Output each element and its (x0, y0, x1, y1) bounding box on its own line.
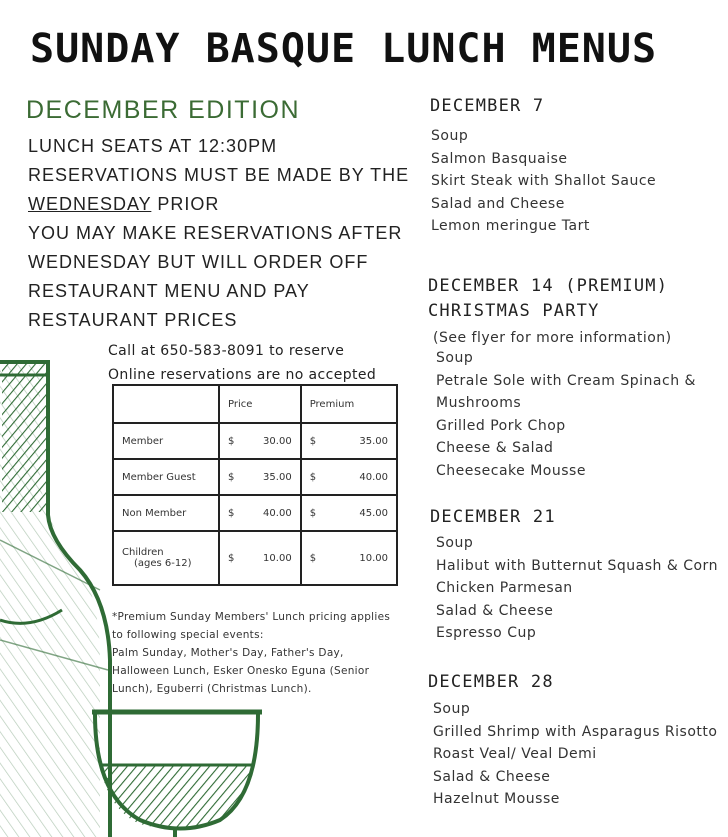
menu-item: Mushrooms (436, 395, 522, 411)
menu-item: Salmon Basquaise (431, 150, 568, 167)
menu-item: Grilled Shrimp with Asparagus Risotto (433, 723, 718, 740)
row-label: Member Guest (113, 459, 219, 495)
price-value: 35.00 (263, 471, 292, 483)
pricing-table (112, 384, 398, 586)
note-line: *Premium Sunday Members' Lunch pricing applies (112, 611, 391, 623)
menu-list (431, 125, 656, 238)
menu-item: Roast Veal/ Veal Demi (433, 746, 597, 762)
table-header-cell (113, 385, 219, 423)
row-label-age: (ages 6-12) (134, 558, 192, 569)
info-line: LUNCH SEATS AT 12:30PM (28, 136, 278, 156)
currency-symbol: $ (228, 471, 235, 483)
menu-item: Salad and Cheese (431, 195, 565, 212)
info-line: YOU MAY MAKE RESERVATIONS AFTER (28, 223, 403, 243)
table-row (113, 423, 397, 459)
table-row (113, 531, 397, 585)
menu-item: Soup (431, 128, 469, 144)
menu-item: Salad & Cheese (436, 602, 554, 619)
currency-symbol: $ (309, 552, 317, 564)
edition-heading: DECEMBER EDITION (26, 96, 301, 124)
price-value: 10.00 (263, 552, 292, 564)
menu-item: Soup (433, 701, 471, 717)
menu-heading-sub: CHRISTMAS PARTY (428, 301, 600, 321)
menu-item: Skirt Steak with Shallot Sauce (431, 173, 657, 189)
menu-item: Soup (436, 350, 474, 366)
menu-item: Salad & Cheese (433, 768, 551, 785)
premium-pricing-note (112, 608, 404, 698)
note-line: to following special events: (112, 629, 264, 641)
menu-heading: DECEMBER 28 (428, 672, 554, 692)
menu-item: Cheese & Salad (436, 440, 554, 456)
table-header-cell: Price (219, 385, 301, 423)
online-reservations-note: Online reservations are no accepted (108, 367, 377, 383)
note-line: Lunch), Eguberri (Christmas Lunch). (112, 683, 312, 695)
info-line: RESTAURANT PRICES (28, 310, 238, 330)
menu-heading: DECEMBER 7 (430, 96, 545, 116)
menu-list (436, 347, 696, 482)
menu-list (436, 532, 718, 645)
menu-item: Espresso Cup (436, 625, 537, 641)
page-title: SUNDAY BASQUE LUNCH MENUS (30, 26, 658, 72)
table-row (113, 459, 397, 495)
table-row (113, 495, 397, 531)
row-label: Member (113, 423, 219, 459)
table-header-row (113, 385, 397, 423)
menu-subtitle: (See flyer for more information) (433, 330, 672, 346)
premium-value: 10.00 (359, 552, 388, 564)
menu-item: Grilled Pork Chop (436, 417, 566, 434)
info-line: WEDNESDAY BUT WILL ORDER OFF (28, 252, 369, 272)
call-to-reserve: Call at 650-583-8091 to reserve (108, 343, 345, 359)
menu-item: Hazelnut Mousse (433, 791, 560, 807)
info-line: RESTAURANT MENU AND PAY (28, 281, 310, 301)
row-label: Children (122, 547, 164, 558)
currency-symbol: $ (228, 552, 235, 564)
menu-heading: DECEMBER 14 (PREMIUM) (428, 276, 669, 296)
info-line-rest: PRIOR (151, 194, 220, 214)
menu-item: Soup (436, 535, 474, 551)
info-underlined-day: WEDNESDAY (28, 194, 152, 214)
price-value: 40.00 (263, 507, 292, 519)
info-line: RESERVATIONS MUST BE MADE BY THE (28, 165, 410, 185)
table-header-cell: Premium (301, 385, 397, 423)
currency-symbol: $ (228, 507, 235, 519)
menu-item: Halibut with Butternut Squash & Corn (436, 557, 718, 574)
currency-symbol: $ (309, 507, 317, 519)
premium-value: 35.00 (359, 435, 388, 447)
premium-value: 45.00 (359, 507, 388, 519)
note-line: Halloween Lunch, Esker Onesko Eguna (Senior (112, 665, 370, 677)
menu-item: Petrale Sole with Cream Spinach & (436, 372, 696, 389)
info-line (28, 194, 219, 215)
wine-glass-icon (92, 712, 262, 837)
menu-heading: DECEMBER 21 (430, 507, 556, 527)
bottle-icon (0, 362, 110, 837)
menu-list (433, 698, 717, 811)
currency-symbol: $ (228, 435, 235, 447)
note-line: Palm Sunday, Mother's Day, Father's Day, (112, 647, 344, 659)
premium-value: 40.00 (359, 471, 388, 483)
menu-item: Lemon meringue Tart (431, 218, 590, 234)
currency-symbol: $ (309, 435, 317, 447)
currency-symbol: $ (309, 471, 317, 483)
menu-item: Cheesecake Mousse (436, 462, 586, 479)
menu-item: Chicken Parmesan (436, 580, 573, 596)
price-value: 30.00 (263, 435, 292, 447)
row-label: Non Member (113, 495, 219, 531)
